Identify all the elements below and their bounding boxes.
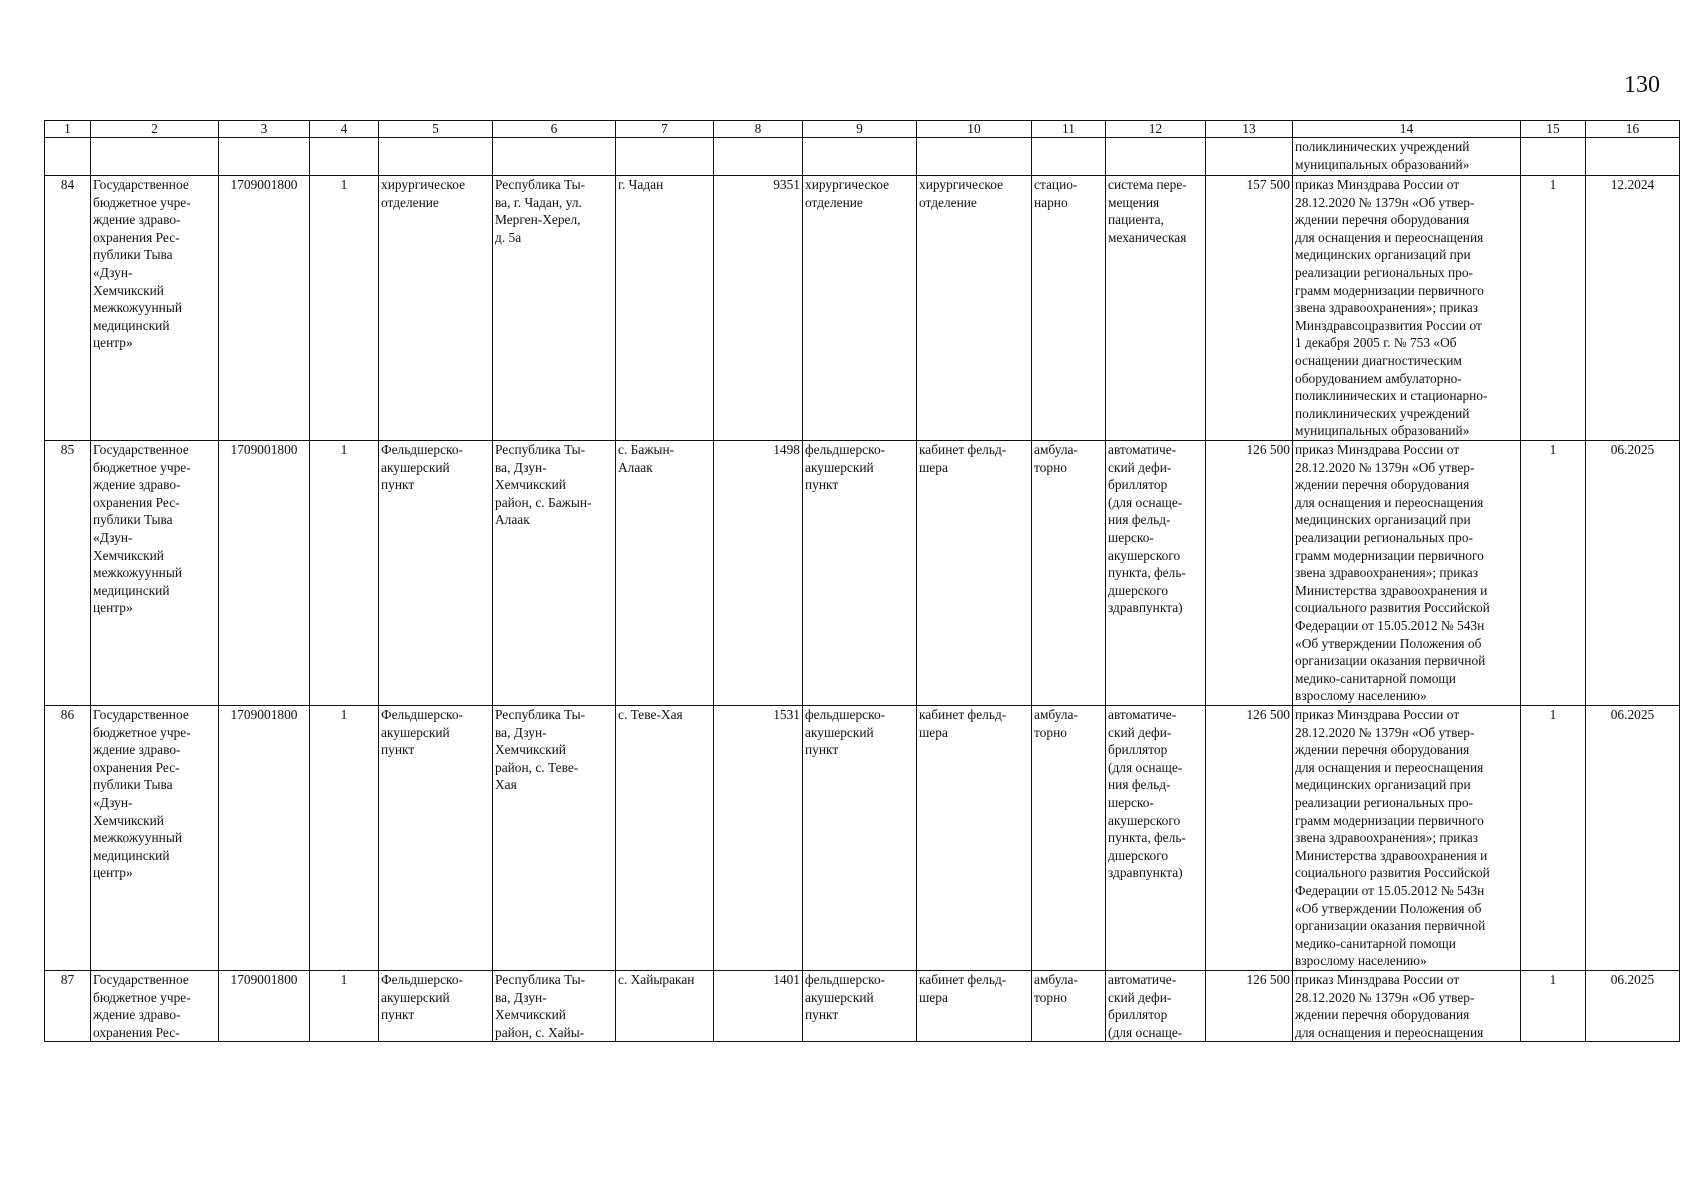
column-number: 10	[917, 121, 1032, 138]
column-number-row	[45, 121, 1680, 138]
table-row	[45, 706, 1680, 971]
price-cell: 126 500	[1206, 971, 1293, 1042]
empty-cell	[803, 138, 917, 176]
equipment-cell: автоматиче- ский дефи- бриллятор (для оснаще-	[1106, 971, 1206, 1042]
column-number: 3	[219, 121, 310, 138]
mode-cell: амбула- торно	[1032, 706, 1106, 971]
column-4-cell: 1	[310, 441, 379, 706]
quantity-cell: 1	[1521, 176, 1586, 441]
page-number: 130	[1624, 72, 1660, 98]
column-10-cell: кабинет фельд- шера	[917, 441, 1032, 706]
table-row	[45, 441, 1680, 706]
column-9-cell: хирургическое отделение	[803, 176, 917, 441]
column-10-cell: хирургическое отделение	[917, 176, 1032, 441]
column-4-cell: 1	[310, 971, 379, 1042]
equipment-cell: система пере- мещения пациента, механическая	[1106, 176, 1206, 441]
price-cell: 126 500	[1206, 441, 1293, 706]
column-number: 8	[714, 121, 803, 138]
date-cell: 06.2025	[1586, 441, 1680, 706]
column-number: 12	[1106, 121, 1206, 138]
order-cell: приказ Минздрава России от 28.12.2020 № 1379н «Об утвер- ждении перечня оборудования для оснащения и переоснащения	[1293, 971, 1521, 1042]
unit-cell: хирургическое отделение	[379, 176, 493, 441]
column-9-cell: фельдшерско- акушерский пункт	[803, 441, 917, 706]
address-cell: Республика Ты- ва, г. Чадан, ул. Мерген-Херел, д. 5а	[493, 176, 616, 441]
order-cell: приказ Минздрава России от 28.12.2020 № 1379н «Об утвер- ждении перечня оборудования для оснащения и переоснащения медицинских организаций при реализации региональных про- грамм модернизации первичного звена здравоохранения»; приказ Министерства здравоохранения и социального развития Российской Федерации от 15.05.2012 № 543н «Об утверждении Положения об организации оказания первичной медико-санитарной помощи взрослому населению»	[1293, 706, 1521, 971]
empty-cell	[493, 138, 616, 176]
population-cell: 1498	[714, 441, 803, 706]
row-number-cell: 85	[45, 441, 91, 706]
empty-cell	[1032, 138, 1106, 176]
unit-cell: Фельдшерско- акушерский пункт	[379, 971, 493, 1042]
empty-cell	[1586, 138, 1680, 176]
column-number: 14	[1293, 121, 1521, 138]
mode-cell: амбула- торно	[1032, 441, 1106, 706]
column-10-cell: кабинет фельд- шера	[917, 706, 1032, 971]
column-number: 7	[616, 121, 714, 138]
empty-cell	[1521, 138, 1586, 176]
locality-cell: с. Теве-Хая	[616, 706, 714, 971]
population-cell: 1401	[714, 971, 803, 1042]
address-cell: Республика Ты- ва, Дзун- Хемчикский район, с. Бажын- Алаак	[493, 441, 616, 706]
row-number-cell: 86	[45, 706, 91, 971]
locality-cell: с. Бажын- Алаак	[616, 441, 714, 706]
date-cell: 12.2024	[1586, 176, 1680, 441]
column-number: 15	[1521, 121, 1586, 138]
organization-cell: Государственное бюджетное учре- ждение здраво- охранения Рес-	[91, 971, 219, 1042]
column-number: 6	[493, 121, 616, 138]
empty-cell	[714, 138, 803, 176]
quantity-cell: 1	[1521, 706, 1586, 971]
empty-cell	[91, 138, 219, 176]
equipment-table	[44, 120, 1680, 1042]
code-cell: 1709001800	[219, 176, 310, 441]
locality-cell: с. Хайыракан	[616, 971, 714, 1042]
column-number: 16	[1586, 121, 1680, 138]
column-number: 4	[310, 121, 379, 138]
locality-cell: г. Чадан	[616, 176, 714, 441]
quantity-cell: 1	[1521, 971, 1586, 1042]
order-cell: приказ Минздрава России от 28.12.2020 № 1379н «Об утвер- ждении перечня оборудования для оснащения и переоснащения медицинских организаций при реализации региональных про- грамм модернизации первичного звена здравоохранения»; приказ Минздравсоцразвития России от 1 декабря 2005 г. № 753 «Об оснащении диагностическим оборудованием амбулаторно- поликлинических и стационарно- поликлинических учреждений муниципальных образований»	[1293, 176, 1521, 441]
empty-cell	[616, 138, 714, 176]
population-cell: 9351	[714, 176, 803, 441]
empty-cell	[1206, 138, 1293, 176]
address-cell: Республика Ты- ва, Дзун- Хемчикский район, с. Хайы-	[493, 971, 616, 1042]
population-cell: 1531	[714, 706, 803, 971]
quantity-cell: 1	[1521, 441, 1586, 706]
empty-cell	[219, 138, 310, 176]
empty-cell	[310, 138, 379, 176]
table-row	[45, 971, 1680, 1042]
code-cell: 1709001800	[219, 971, 310, 1042]
column-number: 11	[1032, 121, 1106, 138]
equipment-cell: автоматиче- ский дефи- бриллятор (для оснаще- ния фельд- шерско- акушерского пункта, фель- дшерского здравпункта)	[1106, 441, 1206, 706]
organization-cell: Государственное бюджетное учре- ждение здраво- охранения Рес- публики Тыва «Дзун- Хемчикский межкожуунный медицинский центр»	[91, 706, 219, 971]
column-number: 2	[91, 121, 219, 138]
price-cell: 126 500	[1206, 706, 1293, 971]
address-cell: Республика Ты- ва, Дзун- Хемчикский район, с. Теве- Хая	[493, 706, 616, 971]
column-10-cell: кабинет фельд- шера	[917, 971, 1032, 1042]
empty-cell	[1106, 138, 1206, 176]
column-number: 13	[1206, 121, 1293, 138]
column-4-cell: 1	[310, 176, 379, 441]
unit-cell: Фельдшерско- акушерский пункт	[379, 706, 493, 971]
mode-cell: амбула- торно	[1032, 971, 1106, 1042]
unit-cell: Фельдшерско- акушерский пункт	[379, 441, 493, 706]
equipment-cell: автоматиче- ский дефи- бриллятор (для оснаще- ния фельд- шерско- акушерского пункта, фель- дшерского здравпункта)	[1106, 706, 1206, 971]
column-number: 5	[379, 121, 493, 138]
date-cell: 06.2025	[1586, 971, 1680, 1042]
organization-cell: Государственное бюджетное учре- ждение здраво- охранения Рес- публики Тыва «Дзун- Хемчикский межкожуунный медицинский центр»	[91, 441, 219, 706]
empty-cell	[917, 138, 1032, 176]
column-9-cell: фельдшерско- акушерский пункт	[803, 706, 917, 971]
price-cell: 157 500	[1206, 176, 1293, 441]
order-cell: приказ Минздрава России от 28.12.2020 № 1379н «Об утвер- ждении перечня оборудования для оснащения и переоснащения медицинских организаций при реализации региональных про- грамм модернизации первичного звена здравоохранения»; приказ Министерства здравоохранения и социального развития Российской Федерации от 15.05.2012 № 543н «Об утверждении Положения об организации оказания первичной медико-санитарной помощи взрослому населению»	[1293, 441, 1521, 706]
column-number: 9	[803, 121, 917, 138]
date-cell: 06.2025	[1586, 706, 1680, 971]
empty-cell	[379, 138, 493, 176]
column-number: 1	[45, 121, 91, 138]
code-cell: 1709001800	[219, 706, 310, 971]
continuation-row	[45, 138, 1680, 176]
column-4-cell: 1	[310, 706, 379, 971]
table-row	[45, 176, 1680, 441]
organization-cell: Государственное бюджетное учре- ждение здраво- охранения Рес- публики Тыва «Дзун- Хемчикский межкожуунный медицинский центр»	[91, 176, 219, 441]
empty-cell	[45, 138, 91, 176]
row-number-cell: 84	[45, 176, 91, 441]
mode-cell: стацио- нарно	[1032, 176, 1106, 441]
column-9-cell: фельдшерско- акушерский пункт	[803, 971, 917, 1042]
row-number-cell: 87	[45, 971, 91, 1042]
code-cell: 1709001800	[219, 441, 310, 706]
order-continuation-cell: поликлинических учреждений муниципальных образований»	[1293, 138, 1521, 176]
